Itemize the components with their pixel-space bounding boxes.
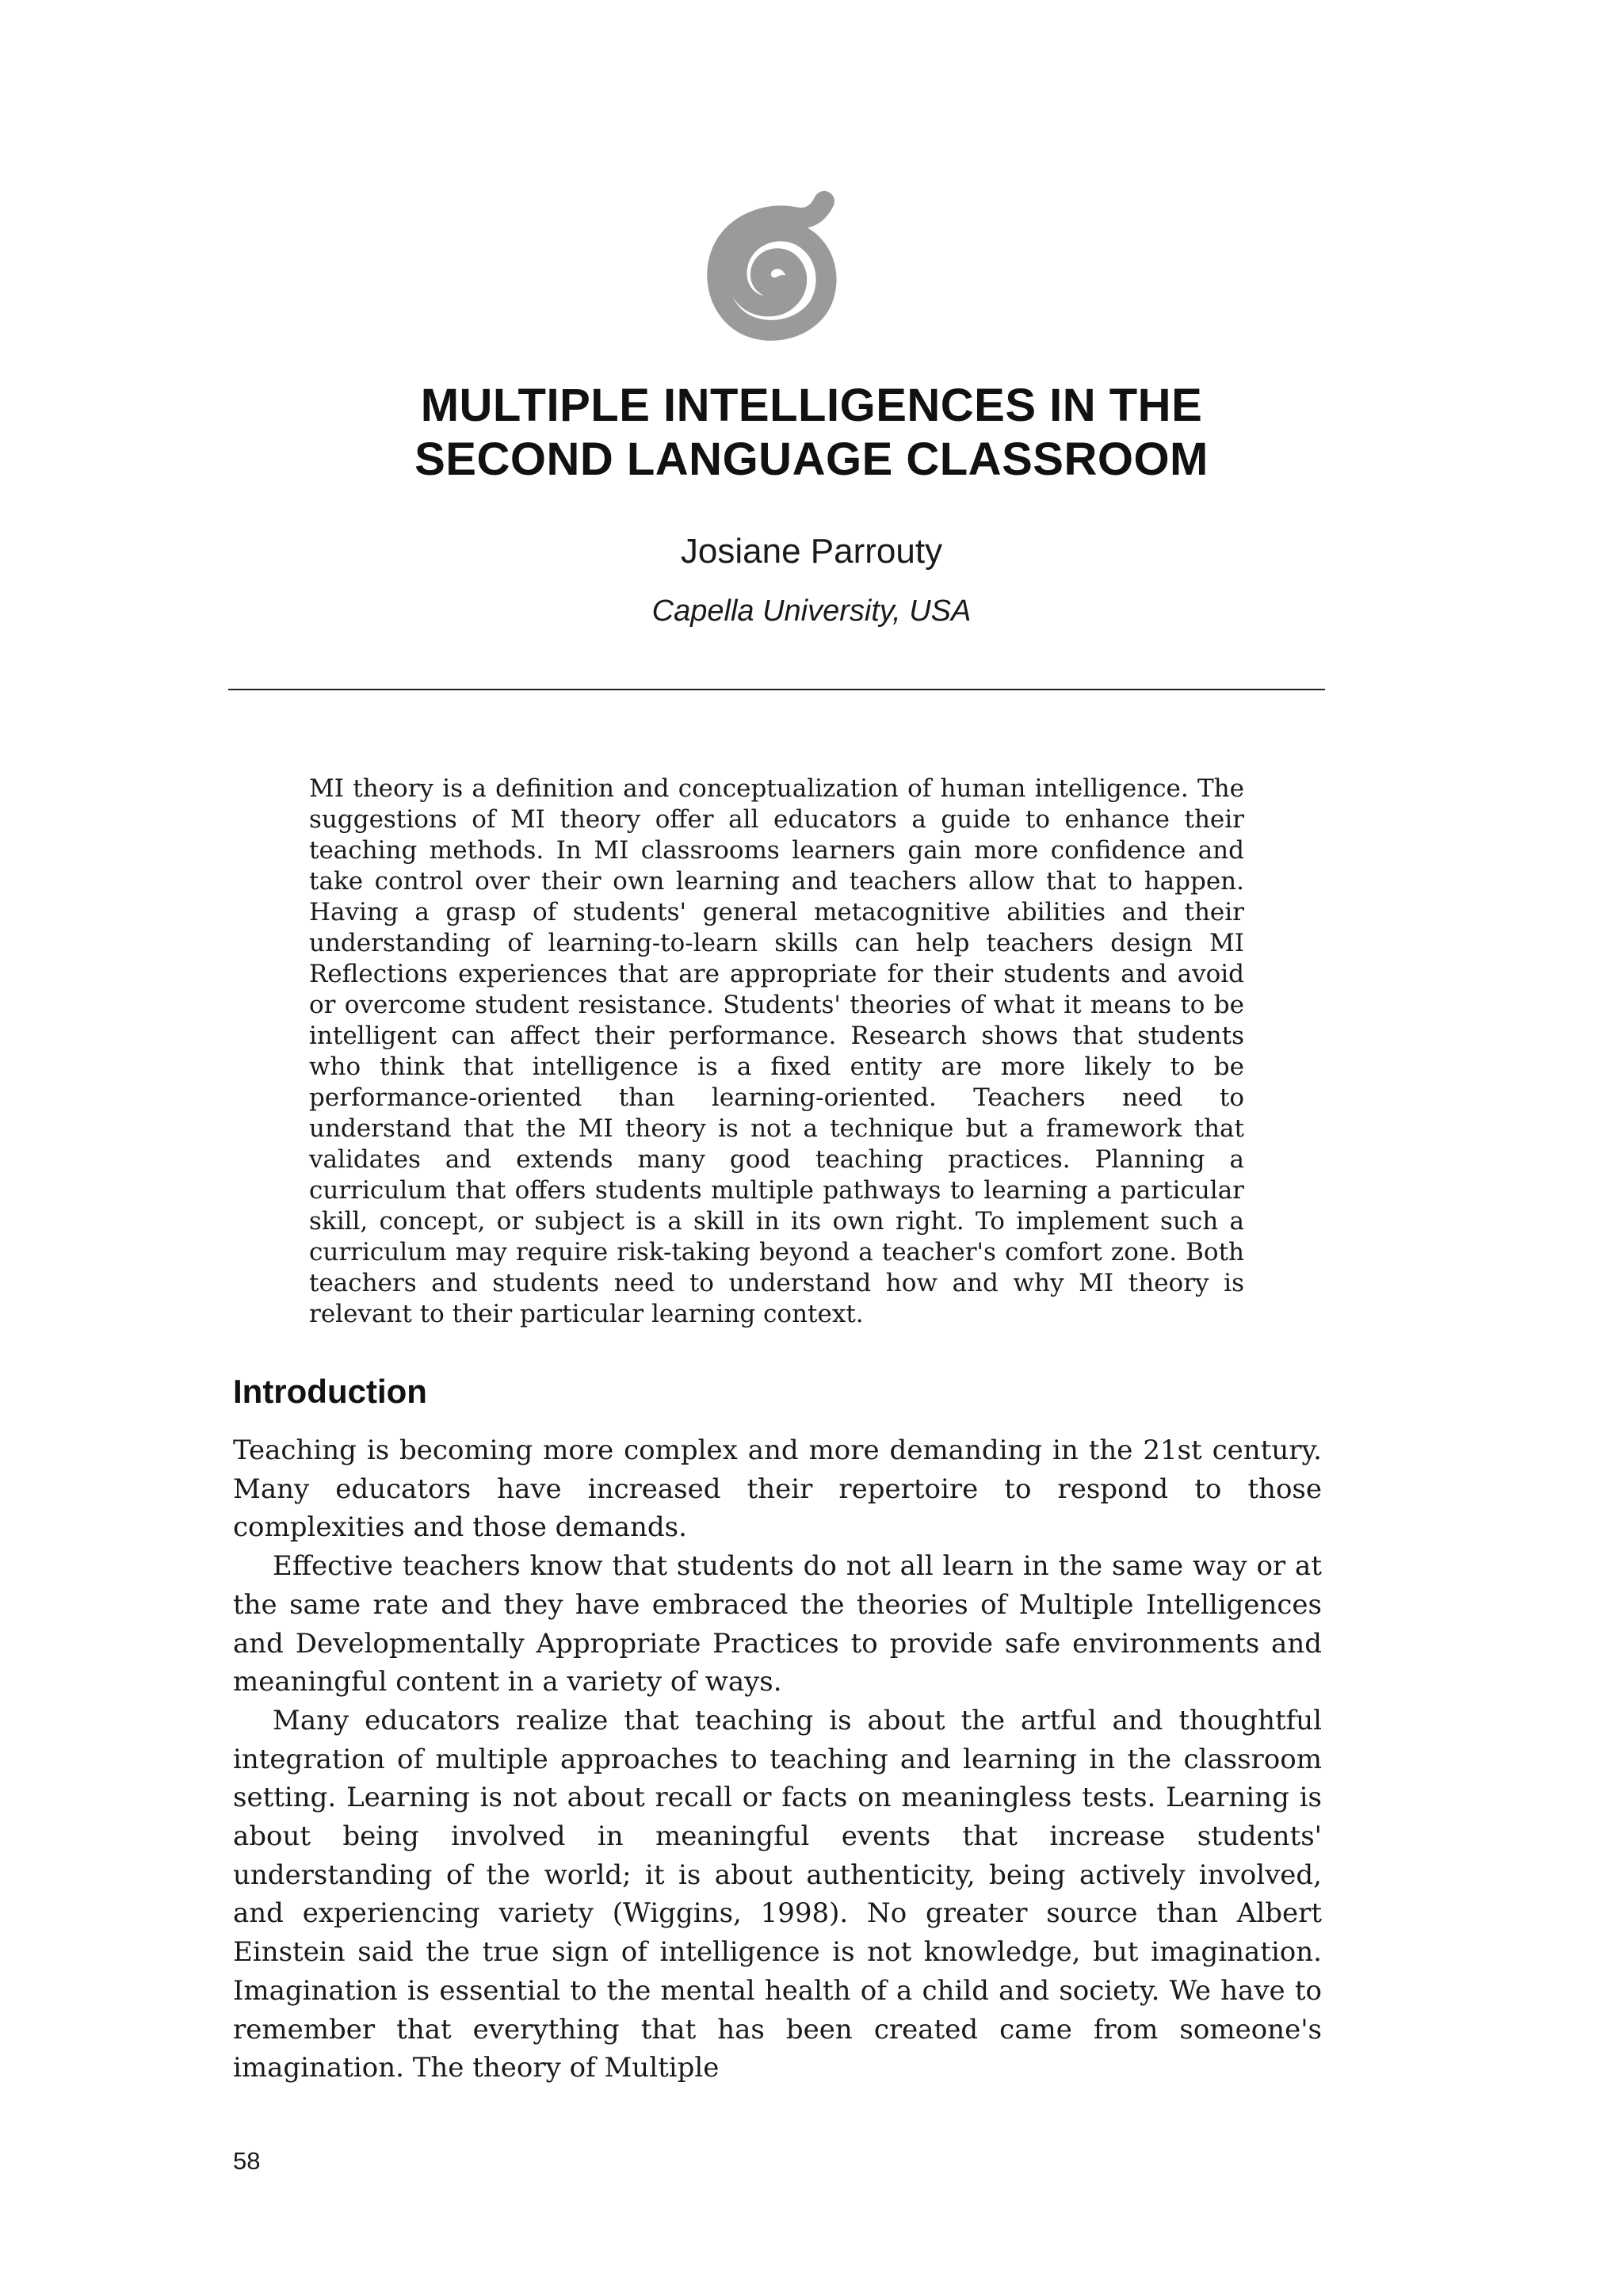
body-paragraph: Teaching is becoming more complex and more demanding in the 21st century. Many educators have increased their repertoire to respond to those complexities and those demands.	[233, 1435, 1322, 1544]
body-paragraph: Effective teachers know that students do not all learn in the same way or at the same rate and they have embraced the theories of Multiple Intelligences and Developmentally Appropriate Practices to provide safe environments and meaningful content in a variety of ways.	[233, 1550, 1322, 1698]
section-body	[233, 1431, 1322, 2088]
title-line-2: SECOND LANGUAGE CLASSROOM	[414, 434, 1209, 485]
author-name: Josiane Parrouty	[680, 532, 943, 571]
page-number: 58	[233, 2147, 261, 2175]
spiral-logo-icon	[691, 190, 856, 355]
title-line-1: MULTIPLE INTELLIGENCES IN THE	[420, 380, 1203, 431]
header-divider	[228, 689, 1325, 690]
body-paragraph: Many educators realize that teaching is about the artful and thoughtful integration of multiple approaches to teaching and learning in the classroom setting. Learning is not about recall or facts on meaningless tests. Learning is about being involved in meaningful events that increase students' understanding of the world; it is about authenticity, being actively involved, and experiencing variety (Wiggins, 1998). No greater source than Albert Einstein said the true sign of intelligence is not knowledge, but imagination. Imagination is essential to the mental health of a child and society. We have to remember that everything that has been created came from someone's imagination. The theory of Multiple	[233, 1704, 1322, 2084]
section-heading: Introduction	[233, 1373, 427, 1410]
abstract: MI theory is a definition and conceptualization of human intelligence. The suggestions of MI theory offer all educators a guide to enhance their teaching methods. In MI classrooms learners gain more confidence and take control over their own learning and teachers allow that to happen. Having a grasp of students' general metacognitive abilities and their understanding of learning-to-learn skills can help teachers design MI Reflections experiences that are appropriate for their students and avoid or overcome student resistance. Students' theories of what it means to be intelligent can affect their performance. Research shows that students who think that intelligence is a fixed entity are more likely to be performance-oriented than learning-oriented. Teachers need to understand that the MI theory is not a technique but a framework that validates and extends many good teaching practices. Planning a curriculum that offers students multiple pathways to learning a particular skill, concept, or subject is a skill in its own right. To implement such a curriculum may require risk-taking beyond a teacher's comfort zone. Both teachers and students need to understand how and why MI theory is relevant to their particular learning context.	[309, 774, 1244, 1328]
paper-title	[0, 379, 1623, 487]
author-affiliation: Capella University, USA	[651, 594, 972, 628]
